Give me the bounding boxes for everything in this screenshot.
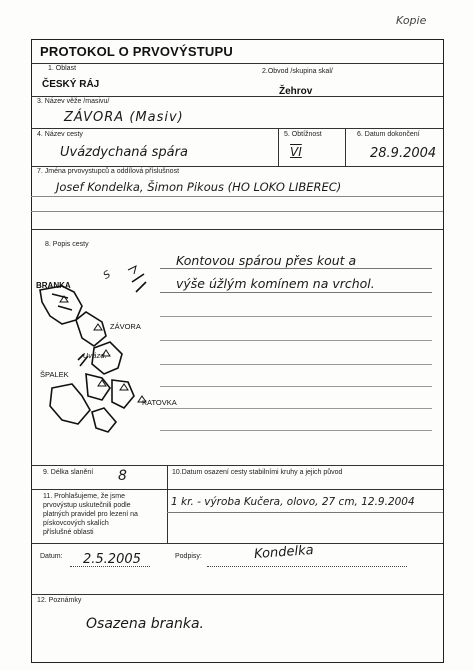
jmena-value: Josef Kondelka, Šimon Pikous (HO LOKO LIBEREC): [56, 180, 342, 194]
datum-dokonceni-label: 6. Datum dokončení: [357, 131, 420, 138]
cesta-value: Uvázdychaná spára: [60, 145, 188, 160]
popis-label: 8. Popis cesty: [45, 241, 89, 248]
obvod-label: 2.Obvod /skupina skal/: [262, 68, 333, 75]
obvod-value: Žehrov: [279, 86, 313, 97]
osazeni-label: 10.Datum osazení cesty stabilními kruhy a jejich původ: [172, 469, 343, 476]
sketch-arrow-mark: S: [101, 269, 113, 282]
podpisy-label: Podpisy:: [175, 553, 202, 560]
sketch-label-katovka: KATOVKA: [142, 398, 177, 407]
popis-line-2: výše úžlým komínem na vrchol.: [176, 276, 375, 291]
sketch-label-uvazd: Uvázd.: [83, 352, 107, 360]
obtiznost-label: 5. Obtížnost: [284, 131, 322, 138]
poznamky-label: 12. Poznámky: [37, 597, 82, 604]
popis-line-1: Kontovou spárou přes kout a: [176, 253, 357, 268]
sketch-label-zavora: ZÁVORA: [110, 322, 141, 331]
obtiznost-value: VI: [290, 145, 302, 159]
delka-label: 9. Délka slanění: [43, 469, 94, 476]
prohlaseni-label: [43, 492, 138, 537]
sketch-label-branka: BRANKA: [36, 281, 71, 290]
jmena-label: 7. Jména prvovystupců a oddílová příslušnost: [37, 168, 180, 175]
prohlaseni-line-2: prvovýstup uskutečnili podle: [43, 502, 131, 509]
sketch-label-spalek: ŠPALEK: [40, 370, 69, 379]
oblast-label: 1. Oblast: [48, 65, 77, 72]
podpisy-value: Kondelka: [253, 542, 315, 563]
datum-dokonceni-value: 28.9.2004: [370, 146, 437, 161]
oblast-value: ČESKÝ RÁJ: [42, 79, 100, 90]
vez-value: ZÁVORA (Masiv): [64, 110, 184, 125]
prohlaseni-line-1: 11. Prohlašujeme, že jsme: [43, 493, 125, 500]
poznamky-value: Osazena branka.: [86, 616, 204, 632]
prohlaseni-line-5: příslušné oblasti: [43, 529, 94, 536]
delka-value: 8: [118, 468, 127, 484]
datum-label: Datum:: [40, 553, 63, 560]
route-sketch: [32, 262, 182, 452]
prohlaseni-line-3: platných pravidel pro lezení na: [43, 511, 138, 518]
datum-value: 2.5.2005: [83, 552, 141, 567]
corner-note: Kopie: [396, 14, 427, 27]
prohlaseni-line-4: pískovcových skalích: [43, 520, 109, 527]
form-title: PROTOKOL O PRVOVÝSTUPU: [40, 44, 233, 59]
osazeni-value: 1 kr. - výroba Kučera, olovo, 27 cm, 12.9.2004: [171, 496, 415, 508]
vez-label: 3. Název věže /masivu/: [37, 98, 110, 105]
cesta-label: 4. Název cesty: [37, 131, 83, 138]
